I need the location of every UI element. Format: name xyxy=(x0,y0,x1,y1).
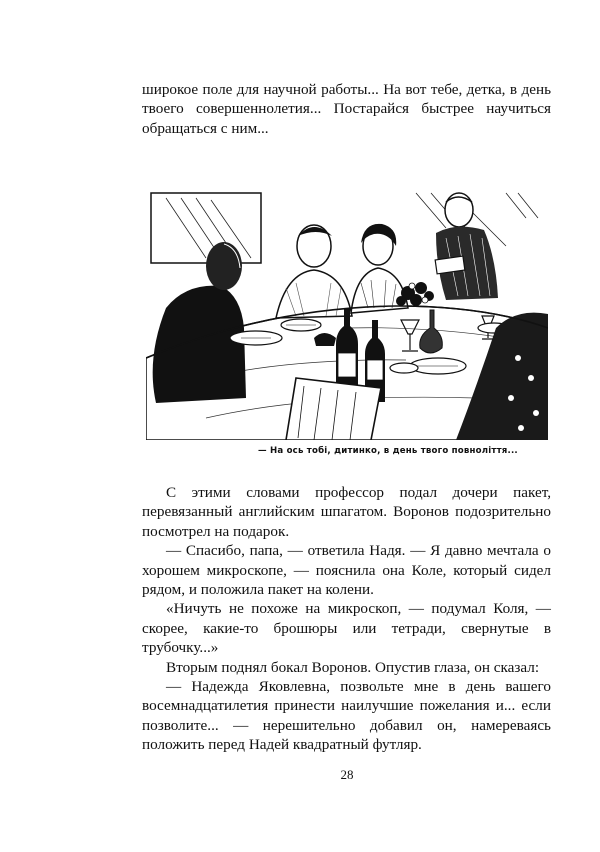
paragraph-2: — Спасибо, папа, — ответила Надя. — Я давно мечтала о хорошем микроскопе, — пояснила она Коле, который сидел рядом, и положила пакет на колени. xyxy=(142,542,551,599)
illustration-caption: — На ось тобі, дитинко, в день твого повноліття... xyxy=(258,446,518,456)
main-text xyxy=(142,483,551,755)
paragraph-1: С этими словами профессор подал дочери пакет, перевязанный английским шпагатом. Воронов подозрительно посмотрел на подарок. xyxy=(142,484,551,540)
top-paragraph xyxy=(142,80,551,138)
paragraph-3: «Ничуть не похоже на микроскоп, — подумал Коля, — скорее, какие-то брошюры или тетради, свернутые в трубочку...» xyxy=(142,600,551,657)
paragraph-4: Вторым поднял бокал Воронов. Опустив глаза, он сказал: xyxy=(166,658,540,676)
paragraph-continuation: широкое поле для научной работы... На вот тебе, детка, в день твоего совершеннолетия... Постарайся быстрее научиться обращаться с ним... xyxy=(142,81,551,137)
page-number: 28 xyxy=(340,767,354,782)
dinner-table-illustration xyxy=(146,188,548,440)
paragraph-5: — Надежда Яковлевна, позвольте мне в день вашего восемнадцатилетия принести наилучшие пожелания и... если позволите... — нерешительно добавил он, намереваясь положить перед Надей квадратный футляр. xyxy=(142,678,551,754)
